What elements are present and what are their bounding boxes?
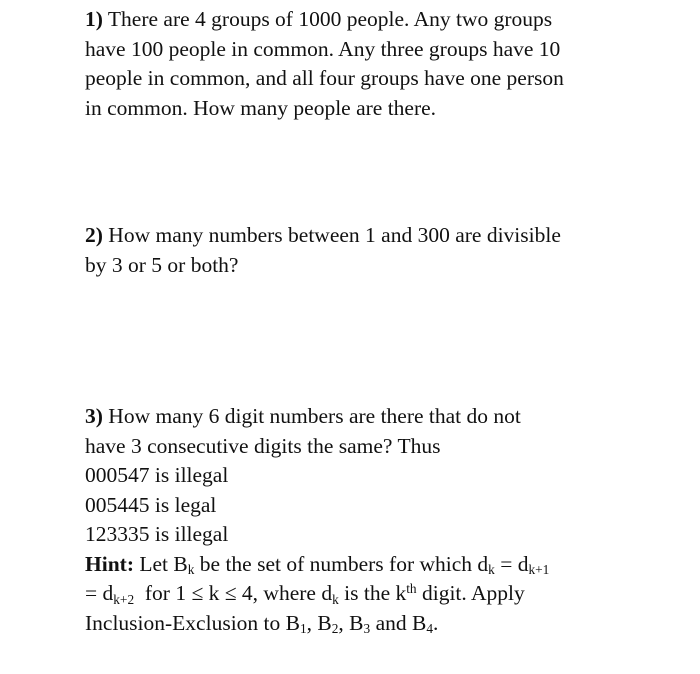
hint-text: = d [494,551,529,576]
hint-label: Hint: [85,551,134,576]
subscript: 3 [363,621,371,637]
superscript: th [406,581,417,597]
problem-1-line-2: have 100 people in common. Any three groups have 10 [85,36,561,61]
subscript: k+2 [113,591,135,607]
problem-1-line-3: people in common, and all four groups have one person [85,66,564,90]
hint-line-1 [85,550,685,580]
hint-text: digit. Apply [416,581,525,605]
problem-3-text-1: How many 6 digit numbers are there that do not [102,404,521,428]
problem-1-line-4: in common. How many people are there. [85,95,437,120]
hint-text: be the set of numbers for which d [194,551,489,576]
problem-2-line-1 [85,221,685,251]
example-illegal-2: 123335 is illegal [85,522,229,546]
hint-line-3 [85,609,685,639]
subscript: 4 [426,621,433,637]
hint-text: . [433,610,439,635]
hint-text: Inclusion-Exclusion to B [85,610,300,635]
hint-text: is the k [338,581,407,605]
subscript: 1 [299,621,307,637]
problem-1 [85,5,685,123]
subscript: k [332,591,339,607]
hint-text: and B [370,610,427,635]
hint-text: Let B [133,551,188,576]
problem-2 [85,221,685,280]
example-legal: 005445 is legal [85,492,217,517]
subscript: k+1 [528,562,550,578]
subscript: k [187,562,195,578]
problem-3-number: 3) [85,404,103,428]
problem-2-line-2: by 3 or 5 or both? [85,252,239,277]
problem-3-line-2: have 3 consecutive digits the same? Thus [85,433,441,458]
problem-2-text-1: How many numbers between 1 and 300 are divisible [102,223,561,247]
subscript: 2 [331,621,339,637]
problem-1-number: 1) [85,7,103,31]
problem-1-line-1 [85,5,685,35]
problem-2-number: 2) [85,223,103,247]
hint-text: for 1 ≤ k ≤ 4, where d [134,581,333,605]
problem-1-text-1: There are 4 groups of 1000 people. Any two groups [102,7,553,31]
example-illegal-1: 000547 is illegal [85,463,229,487]
problem-3-line-1 [85,402,685,432]
problem-3 [85,402,685,638]
hint-text: , B [338,610,364,635]
hint-text: , B [306,610,332,635]
hint-line-2 [85,579,685,609]
hint-text: = d [85,581,114,605]
subscript: k [488,562,495,578]
